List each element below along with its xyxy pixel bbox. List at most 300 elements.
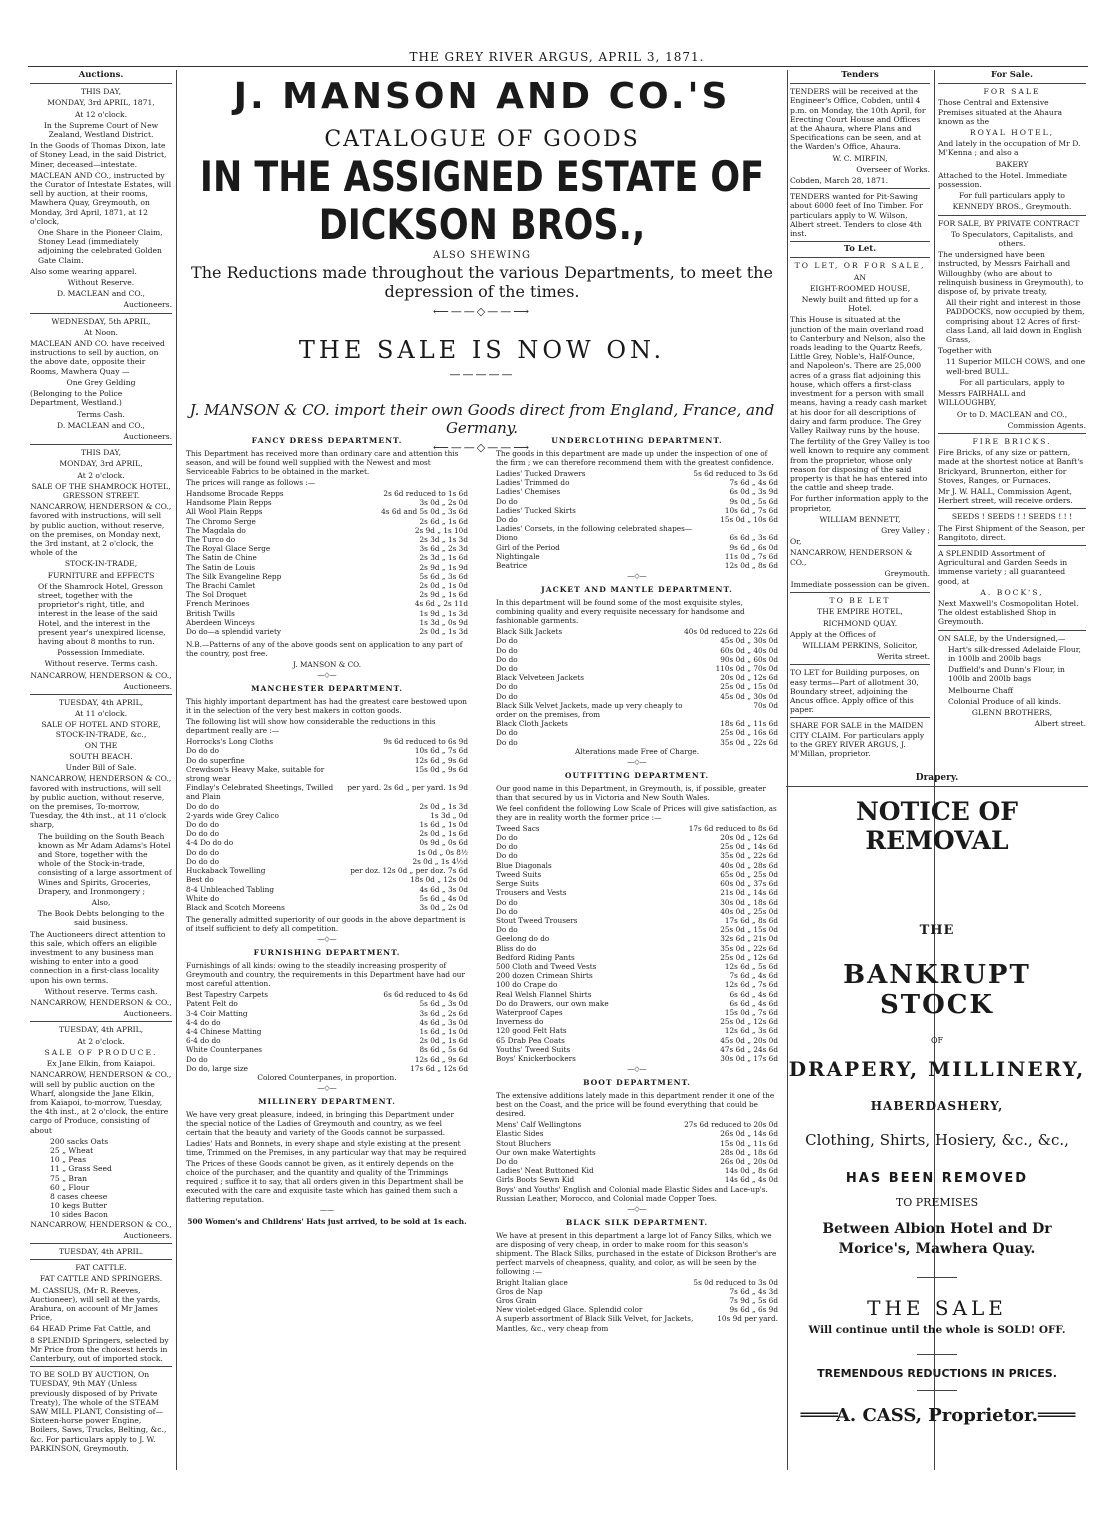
- price-row: [496, 999, 778, 1008]
- price-row: [186, 498, 468, 507]
- price-row: [496, 1017, 778, 1026]
- price-row: [186, 1027, 468, 1036]
- dept-intro: In this department will be found some of the most exquisite styles, combining quality and every requisite necessary for handsome and fashionable garments.: [496, 598, 745, 626]
- notice-text: EIGHT-ROOMED HOUSE,: [809, 283, 911, 293]
- list-item: 10 „ Peas: [50, 1155, 87, 1165]
- price-item: Crewdson's Heavy Make, suitable for strong wear: [186, 764, 325, 784]
- price-item: Serge Suits: [496, 879, 539, 889]
- price-row: [496, 1287, 778, 1296]
- notice-title: FIRE BRICKS.: [972, 436, 1052, 446]
- notice-signature: Auctioneers.: [123, 1009, 172, 1019]
- price-row: [186, 1064, 468, 1073]
- notice-text: TENDERS wanted for Pit-Sawing about 6000 feet of Ino Timber. For particulars apply to W. Wilson, Albert street. Tenders to close 4th inst.: [790, 192, 923, 239]
- list-item: Duffield's and Dunn's Flour, in 100lb and 200lb bags: [948, 665, 1065, 684]
- price-row: [496, 664, 778, 673]
- price-item: Do do: [496, 728, 518, 738]
- price-value: 12s 6d „ 5s 6d: [724, 961, 778, 971]
- price-row: [496, 469, 778, 478]
- price-row: [496, 524, 778, 533]
- drapery-advert: [786, 772, 1088, 1426]
- sale-continue: Will continue until the whole is SOLD! OFF.: [808, 1324, 1066, 1336]
- notice-time: At 2 o'clock.: [77, 470, 125, 480]
- drapery-heading: Drapery.: [915, 773, 959, 783]
- fancy-price-table: [186, 489, 468, 636]
- price-row: [496, 980, 778, 989]
- price-value: 35s 0d „ 22s 6d: [720, 851, 778, 861]
- price-value: 1s 6d „ 1s 0d: [419, 820, 468, 830]
- dept-intro: The following list will show how considerable the reductions in this department really are :—: [186, 717, 436, 736]
- price-row: [496, 1139, 778, 1148]
- price-item: Nightingale: [496, 551, 540, 561]
- notice-date: THIS DAY,: [80, 448, 121, 458]
- price-item: Do do: [496, 906, 518, 916]
- notice-text: TO BE SOLD BY AUCTION, On TUESDAY, 9th MAY (Unless previously disposed of by Private Treaty), The whole of the STEAM SAW MILL PLANT, Consisting of— Sixteen-horse power Engine, Boilers, Saws, Trucks, Belting, &c., &c. For particulars apply to J. W. PARKINSON, Greymouth.: [30, 1370, 167, 1453]
- the-sale: THE SALE: [867, 1296, 1007, 1320]
- notice-date: THIS DAY,: [80, 87, 121, 97]
- price-value: 12s 6d „ 9s 6d: [414, 755, 468, 765]
- price-row: [496, 1129, 778, 1138]
- price-item: Ladies' Trimmed do: [496, 478, 570, 488]
- price-value: 9s 6d reduced to 6s 9d: [383, 737, 468, 747]
- notice-text: MACLEAN AND CO., instructed by the Curator of Intestate Estates, will sell by auction, at their rooms, Mawhera Quay, Greymouth, on Monday, 3rd April, 1871, at 12 o'clock,: [30, 170, 172, 226]
- price-item: Girls Boots Sewn Kid: [496, 1175, 575, 1185]
- dept-signature: J. MANSON & CO.: [292, 660, 362, 670]
- price-row: [186, 875, 468, 884]
- price-value: 25s 0d „ 16s 6d: [720, 728, 778, 738]
- price-item: Do do do: [186, 847, 220, 857]
- price-row: [496, 916, 778, 925]
- notice-signature: Commission Agents.: [1007, 420, 1086, 430]
- price-item: Mens' Calf Wellingtons: [496, 1120, 582, 1130]
- price-value: 17s 6d „ 8s 6d: [724, 915, 778, 925]
- price-item: Do do: [496, 833, 518, 843]
- price-item: Do do, large size: [186, 1063, 248, 1073]
- price-value: 10s 6d „ 7s 6d: [724, 505, 778, 515]
- price-value: 6s 6d reduced to 4s 6d: [383, 990, 468, 1000]
- price-item: Findlay's Celebrated Sheetings, Twilled and Plain: [186, 783, 334, 802]
- notice-text: RICHMOND QUAY.: [822, 618, 898, 628]
- price-row: [186, 829, 468, 838]
- price-row: [496, 655, 778, 664]
- dept-intro: Furnishings of all kinds: owing to the steadily increasing prosperity of Greymouth and country, the requirements in this Department have had our most careful attention.: [186, 961, 465, 989]
- notice-of-removal: NOTICE OF REMOVAL: [855, 797, 1019, 855]
- price-value: 5s 6d reduced to 3s 6d: [693, 469, 778, 478]
- notice-text: TO LET for Building purposes, on easy terms—Part of allotment 30, Boundary street, adjoining the Ancus office. Apply office of this paper.: [790, 668, 920, 715]
- price-row: [496, 934, 778, 943]
- notice-signature: Auctioneers.: [123, 300, 172, 310]
- notice-title: SALE OF HOTEL AND STORE, STOCK-IN-TRADE, &c.,: [41, 720, 161, 739]
- price-row: [186, 820, 468, 829]
- price-row: [496, 962, 778, 971]
- notice-text: The building on the South Beach known as Mr Adam Adams's Hotel and Store, together with the whole of the Stock-in-trade, consisting of a large assortment of Wines and Spirits, Groceries, Drapery, and Ironmongery ;: [38, 831, 172, 896]
- price-value: 2s 6d „ 1s 6d: [419, 516, 468, 526]
- notice-text: NANCARROW, HENDERSON & CO., favored with instructions, will sell by public auction, without reserve, on the premises, on Monday next, the 3rd instant, at 2 o'clock, the whole of the: [30, 502, 172, 558]
- haberdashery: HABERDASHERY,: [870, 1099, 1004, 1113]
- price-value: 9s 0d „ 5s 6d: [729, 496, 778, 506]
- price-value: 14s 6d „ 4s 0d: [724, 1175, 778, 1185]
- advert-also: ALSO SHEWING: [433, 250, 531, 261]
- price-item: The Satin de Chine: [186, 553, 257, 563]
- price-row: [186, 544, 468, 553]
- notice-text: Also some wearing apparel.: [30, 266, 137, 276]
- price-item: 120 good Felt Hats: [496, 1026, 567, 1036]
- price-row: [186, 1009, 468, 1018]
- price-row: [186, 1055, 468, 1064]
- price-value: per doz. 12s 0d „ per doz. 7s 6d: [350, 866, 468, 876]
- price-item: Girl of the Period: [496, 542, 560, 552]
- price-item: Aberdeen Winceys: [186, 617, 255, 627]
- price-value: 5s 6d „ 3s 0d: [419, 999, 468, 1009]
- notice-text: SOUTH BEACH.: [69, 752, 133, 761]
- drapery-millinery: DRAPERY, MILLINERY,: [788, 1057, 1086, 1081]
- price-row: [496, 953, 778, 962]
- price-row: [496, 1157, 778, 1166]
- price-row: [186, 627, 468, 636]
- price-item: Inverness do: [496, 1017, 544, 1027]
- price-row: [186, 535, 468, 544]
- price-item: Bright Italian glace: [496, 1277, 568, 1287]
- notice-title: FAT CATTLE AND SPRINGERS.: [39, 1274, 163, 1284]
- notice-text: 8 SPLENDID Springers, selected by Mr Price from the choicest herds in Canterbury, out of imported stock.: [30, 1335, 169, 1363]
- price-item: Horrocks's Long Cloths: [186, 737, 274, 747]
- price-value: 45s 0d „ 20s 0d: [720, 1035, 778, 1045]
- price-value: 18s 0d „ 12s 0d: [410, 875, 468, 885]
- price-row: [186, 526, 468, 535]
- drapery-the: THE: [919, 923, 955, 938]
- price-item: 2-yards wide Grey Calico: [186, 810, 279, 820]
- list-item: 10 kegs Butter: [50, 1201, 108, 1211]
- price-value: 25s 0d „ 12s 6d: [720, 952, 778, 962]
- price-item: 500 Cloth and Tweed Vests: [496, 961, 597, 971]
- manchester-heading: MANCHESTER DEPARTMENT.: [251, 684, 403, 694]
- notice-date: MONDAY, 3rd APRIL,: [59, 459, 143, 469]
- clothing-line: Clothing, Shirts, Hosiery, &c., &c.,: [805, 1131, 1069, 1149]
- price-value: 32s 6d „ 21s 0d: [720, 934, 778, 944]
- price-item: 4-4 do do: [186, 1017, 221, 1027]
- underclothing-heading: UNDERCLOTHING DEPARTMENT.: [551, 436, 723, 445]
- price-value: 4s 6d „ 3s 0d: [419, 884, 468, 894]
- price-value: 6s 6d „ 4s 6d: [729, 998, 778, 1008]
- masthead: THE GREY RIVER ARGUS, APRIL 3, 1871.: [409, 50, 705, 64]
- notice-signature: NANCARROW, HENDERSON & CO.,: [30, 998, 172, 1008]
- price-value: 2s 3d „ 1s 3d: [419, 535, 468, 545]
- list-item: 60 „ Flour: [50, 1182, 90, 1192]
- price-row: [496, 636, 778, 645]
- list-item: Hart's silk-dressed Adelaide Flour, in 100lb and 200lb bags: [948, 644, 1081, 663]
- price-row: [496, 824, 778, 833]
- price-item: Do do: [496, 645, 518, 655]
- notice-text: One Grey Gelding: [66, 377, 136, 387]
- price-row: [496, 646, 778, 655]
- notice-date: WEDNESDAY, 5th APRIL,: [51, 316, 151, 326]
- price-value: 2s 9d „ 1s 10d: [414, 525, 468, 535]
- price-item: Geelong do do: [496, 934, 550, 944]
- price-row: [186, 885, 468, 894]
- price-item: Stout Bluchers: [496, 1138, 552, 1148]
- notice-text: Those Central and Extensive Premises situated at the Ahaura known as the: [938, 98, 1062, 126]
- notice-title: SALE OF THE SHAMROCK HOTEL, GRESSON STREET.: [31, 481, 171, 500]
- price-value: 12s 6d „ 7s 6d: [724, 980, 778, 990]
- price-row: [186, 746, 468, 755]
- notice-time: At 11 o'clock.: [74, 709, 128, 719]
- notice-text: FURNITURE and EFFECTS: [47, 570, 155, 580]
- price-value: 8s 6d „ 5s 6d: [419, 1045, 468, 1055]
- notice-text: STOCK-IN-TRADE,: [64, 559, 138, 569]
- price-row: [186, 489, 468, 498]
- price-item: White Counterpanes: [186, 1045, 263, 1055]
- price-item: Diono: [496, 533, 518, 543]
- notice-text: For full particulars apply to: [959, 191, 1065, 201]
- price-row: [496, 515, 778, 524]
- price-item: Ladies' Tucked Drawers: [496, 469, 586, 478]
- notice-text: A SPLENDID Assortment of Agricultural and Garden Seeds in immense variety ; all guaranteed good, at: [938, 548, 1068, 586]
- masthead-rule: [28, 66, 1088, 67]
- auctions-column: [30, 70, 172, 1475]
- price-value: 40s 0d „ 25s 0d: [720, 906, 778, 916]
- notice-text: Possession Immediate.: [57, 648, 145, 658]
- dept-note: Alterations made Free of Charge.: [574, 746, 700, 756]
- price-row: [186, 737, 468, 746]
- price-value: 12s 6d „ 9s 6d: [414, 1054, 468, 1064]
- notice-signature: GLENN BROTHERS,: [971, 707, 1053, 717]
- notice-text: Mr J. W. HALL, Commission Agent, Herbert street, will receive orders.: [938, 486, 1073, 506]
- notice-signature: D. MACLEAN and CO.,: [57, 420, 145, 430]
- dept-note: The generally admitted superiority of our goods in the above department is of itself sufficient to defy all competition.: [186, 915, 466, 934]
- notice-text: Immediate possession can be given.: [790, 579, 930, 589]
- price-item: Real Welsh Flannel Shirts: [496, 989, 592, 999]
- fancy-heading: FANCY DRESS DEPARTMENT.: [251, 436, 403, 445]
- price-value: 1s 0d „ 0s 8½: [417, 847, 468, 857]
- price-item: Huckaback Towelling: [186, 866, 266, 876]
- notice-text: ROYAL HOTEL,: [969, 128, 1055, 138]
- notice-text: Next Maxwell's Cosmopolitan Hotel. The oldest established Shop in Greymouth.: [938, 598, 1079, 627]
- price-row: [186, 581, 468, 590]
- notice-signature: Overseer of Works.: [856, 164, 930, 174]
- price-item: The Turco do: [186, 535, 236, 545]
- price-row: [496, 692, 778, 701]
- dept-intro: We feel confident the following Low Scale of Prices will give satisfaction, as they are in reality worth the former price :—: [496, 803, 777, 822]
- price-item: Do do do: [186, 746, 220, 756]
- price-value: 1s 9d „ 1s 3d: [419, 608, 468, 618]
- notice-date: TUESDAY, 4th APRIL,: [58, 1025, 144, 1035]
- notice-signature: NANCARROW, HENDERSON & CO.,: [790, 548, 913, 567]
- price-value: 25s 0d „ 14s 6d: [720, 842, 778, 852]
- price-row: [496, 552, 778, 561]
- advert-import: J. MANSON & CO. import their own Goods direct from England, France, and Germany.: [189, 401, 775, 437]
- price-value: 4s 6d „ 3s 0d: [419, 1017, 468, 1027]
- tenders-heading: Tenders: [841, 70, 879, 80]
- price-row: [496, 1175, 778, 1184]
- price-row: [496, 1036, 778, 1045]
- price-item: Black and Scotch Moreens: [186, 902, 285, 912]
- price-value: 2s 0d „ 1s 4½d: [412, 856, 468, 866]
- notice-signature: Auctioneers.: [123, 1230, 172, 1240]
- advert-estate: IN THE ASSIGNED ESTATE OF DICKSON BROS.,: [199, 154, 765, 250]
- notice-time: At 12 o'clock.: [74, 109, 128, 119]
- notice-signature: Or to D. MACLEAN and CO.,: [956, 409, 1068, 419]
- notice-date: Cobden, March 28, 1871.: [790, 176, 889, 186]
- price-item: Black Velveteen Jackets: [496, 673, 584, 683]
- price-item: 100 do Crape do: [496, 980, 558, 990]
- notice-text: THE EMPIRE HOTEL,: [817, 607, 903, 617]
- notice-date: MONDAY, 3rd APRIL, 1871,: [47, 98, 155, 108]
- price-value: 40s 0d reduced to 22s 6d: [684, 627, 778, 637]
- price-item: 200 dozen Crimean Shirts: [496, 971, 593, 981]
- price-row: [496, 1278, 778, 1287]
- price-item: Do do do: [186, 856, 220, 866]
- notice-title: TO BE LET: [829, 596, 891, 606]
- notice-text: Apply at the Offices of: [790, 629, 876, 639]
- price-value: 20s 0d „ 12s 6d: [720, 833, 778, 843]
- list-item: Colonial Produce of all kinds.: [948, 696, 1061, 706]
- price-item: Youths' Tweed Suits: [496, 1044, 571, 1054]
- price-item: The Brachi Camlet: [186, 581, 256, 591]
- notice-signature: W. C. MIRFIN,: [832, 153, 888, 163]
- price-row: [496, 478, 778, 487]
- manchester-price-table: [186, 737, 468, 912]
- price-row: [186, 572, 468, 581]
- price-row: [186, 553, 468, 562]
- notice-text: 11 Superior MILCH COWS, and one well-bred BULL.: [946, 357, 1086, 376]
- price-item: Do do: [496, 925, 518, 935]
- drapery-of: OF: [930, 1036, 944, 1045]
- price-value: 2s 0d „ 1s 0d: [419, 581, 468, 591]
- notice-text: This House is situated at the junction of the main overland road to Canterbury and Nelson, also the roads leading to the Quartz Reefs, Little Grey, Noble's, Half-Ounce, and Napoleon's. There are 25,000 acres of a grass flat adjoining this house, which offers a first-class investment for a person with small means, having a ready cash market at his door for all descriptions of dairy and farm produce. The Grey Valley Railway runs by the house.: [790, 315, 927, 435]
- price-row: [496, 1045, 778, 1054]
- price-row: [496, 870, 778, 879]
- price-item: Do do: [496, 1156, 518, 1166]
- list-item: 11 „ Grass Seed: [50, 1164, 112, 1174]
- price-value: 15s 0d „ 11s 6d: [720, 1138, 778, 1148]
- notice-text: The Auctioneers direct attention to this sale, which offers an eligible investment to any business man wishing to enter into a good connection in a first-class locality upon his own terms.: [30, 929, 166, 985]
- price-item: The Chromo Serge: [186, 516, 256, 526]
- notice-text: NANCARROW, HENDERSON & CO., favored with instructions, will sell by public auction, without reserve, on the premises, To-morrow, Tuesday, the 4th inst., at 11 o'clock sharp,: [30, 774, 172, 830]
- notice-text: The Book Debts belonging to the said business.: [37, 909, 165, 928]
- price-value: 2s 0d „ 1s 6d: [419, 829, 468, 839]
- price-value: 9s 6d „ 6s 9d: [729, 1305, 778, 1315]
- price-item: Do do: [496, 897, 518, 907]
- price-value: 4s 6d and 5s 0d „ 3s 6d: [381, 507, 468, 517]
- notice-title: SEEDS ! SEEDS ! ! SEEDS ! ! !: [951, 512, 1073, 522]
- price-value: 20s 0d „ 12s 6d: [720, 673, 778, 683]
- notice-text: Without Reserve.: [67, 278, 135, 288]
- price-value: 17s 6d reduced to 8s 6d: [688, 823, 778, 833]
- price-row: [186, 903, 468, 912]
- price-item: Boys' Knickerbockers: [496, 1053, 576, 1063]
- price-row: [496, 561, 778, 570]
- hats-notice: 500 Women's and Childrens' Hats just arrived, to be sold at 1s each.: [187, 1216, 467, 1226]
- price-value: 25s 0d „ 15s 0d: [720, 925, 778, 935]
- has-been-removed: HAS BEEN REMOVED: [845, 1171, 1029, 1186]
- list-item: Melbourne Chaff: [948, 685, 1014, 695]
- price-value: 3s 6d „ 2s 6d: [419, 1008, 468, 1018]
- notice-text: AN: [853, 272, 867, 282]
- tolet-heading: To Let.: [843, 244, 877, 255]
- price-row: [496, 1305, 778, 1314]
- price-item: 6-4 do do: [186, 1036, 221, 1046]
- price-item: Gros Grain: [496, 1295, 537, 1305]
- list-item: 200 sacks Oats: [50, 1136, 109, 1146]
- price-value: [693, 524, 778, 533]
- price-value: 15s 0d „ 7s 6d: [724, 1007, 778, 1017]
- price-row: [496, 1296, 778, 1305]
- price-row: [186, 765, 468, 783]
- price-row: [496, 719, 778, 728]
- price-item: A superb assortment of Black Silk Velvet, for Jackets, Mantles, &c., very cheap from: [496, 1314, 694, 1333]
- price-row: [496, 497, 778, 506]
- price-item: Do do do: [186, 801, 220, 811]
- price-value: 11s 0d „ 7s 6d: [724, 551, 778, 561]
- list-item: 8 cases cheese: [50, 1191, 108, 1201]
- price-value: 30s 0d „ 18s 6d: [720, 897, 778, 907]
- price-row: [496, 738, 778, 747]
- price-value: 110s 0d „ 70s 0d: [715, 664, 778, 674]
- outfitting-heading: OUTFITTING DEPARTMENT.: [564, 770, 710, 780]
- price-row: [496, 944, 778, 953]
- price-value: 15s 0d „ 10s 6d: [720, 515, 778, 525]
- notice-title: ON SALE, by the Undersigned,—: [938, 633, 1066, 643]
- price-item: Tweed Suits: [496, 869, 542, 879]
- price-value: 60s 0d „ 40s 0d: [720, 645, 778, 655]
- price-item: The Satin de Louis: [186, 562, 256, 572]
- notice-text: Newly built and fitted up for a Hotel.: [801, 295, 919, 314]
- forsale-column: [938, 70, 1086, 770]
- notice-title: TO LET, OR FOR SALE,: [794, 261, 926, 271]
- notice-text: SHARE FOR SALE in the MAIDEN CITY CLAIM. For particulars apply to the GREY RIVER ARGUS, J. M'Millan, proprietor.: [790, 721, 925, 758]
- notice-signature: D. MACLEAN and CO.,: [57, 289, 145, 299]
- price-value: 90s 0d „ 60s 0d: [720, 654, 778, 664]
- price-value: 26s 0d „ 20s 0d: [720, 1156, 778, 1166]
- price-row: [186, 599, 468, 608]
- notice-text: In the Supreme Court of New Zealand, Westland District.: [43, 120, 159, 140]
- price-row: [496, 907, 778, 916]
- price-row: [186, 1018, 468, 1027]
- price-item: Patent Felt do: [186, 999, 238, 1009]
- price-row: [186, 590, 468, 599]
- notice-text: One Share in the Pioneer Claim, Stoney Lead (immediately adjoining the celebrated Golden Gate Claim.: [38, 228, 163, 265]
- price-row: [496, 1120, 778, 1129]
- notice-time: At Noon.: [84, 327, 118, 337]
- price-item: Black Cloth Jackets: [496, 719, 568, 729]
- price-value: 5s 6d „ 4s 0d: [419, 893, 468, 903]
- price-row: [496, 833, 778, 842]
- notice-signature: Messrs FAIRHALL and WILLOUGHBY,: [938, 389, 1026, 408]
- notice-text: The fertility of the Grey Valley is too well known to require any comment from the proprietor, whose only reason for disposing of the said property is that he has entered into the cattle and sheep trade.: [790, 437, 930, 493]
- price-item: 8-4 Unbleached Tabling: [186, 884, 275, 894]
- notice-signature: NANCARROW, HENDERSON & CO.,: [30, 670, 172, 680]
- price-item: Do do: [496, 851, 518, 861]
- price-value: 10s 9d per yard.: [717, 1314, 778, 1324]
- price-value: 15s 0d „ 9s 6d: [414, 764, 468, 774]
- price-value: 5s 6d „ 3s 6d: [419, 571, 468, 581]
- price-item: Do do Drawers, our own make: [496, 998, 609, 1008]
- price-row: [496, 861, 778, 870]
- price-item: Trousers and Vests: [496, 888, 567, 898]
- price-row: [496, 673, 778, 682]
- price-item: Bedford Riding Pants: [496, 952, 575, 962]
- notice-title: FAT CATTLE.: [75, 1263, 127, 1273]
- notice-text: In the Goods of Thomas Dixon, late of Stoney Lead, in the said District, Miner, deceased—intestate.: [30, 141, 167, 169]
- price-value: 70s 0d: [753, 700, 778, 710]
- dept-intro: The prices will range as follows :—: [186, 478, 316, 487]
- price-row: [186, 618, 468, 627]
- price-item: The Magdala do: [186, 525, 246, 535]
- price-row: [496, 627, 778, 636]
- price-value: 26s 0d „ 14s 6d: [720, 1129, 778, 1139]
- dept-note: Colored Counterpanes, in proportion.: [257, 1072, 397, 1082]
- notice-signature: KENNEDY BROS., Greymouth.: [952, 202, 1072, 212]
- price-item: All Wool Plain Repps: [186, 507, 263, 517]
